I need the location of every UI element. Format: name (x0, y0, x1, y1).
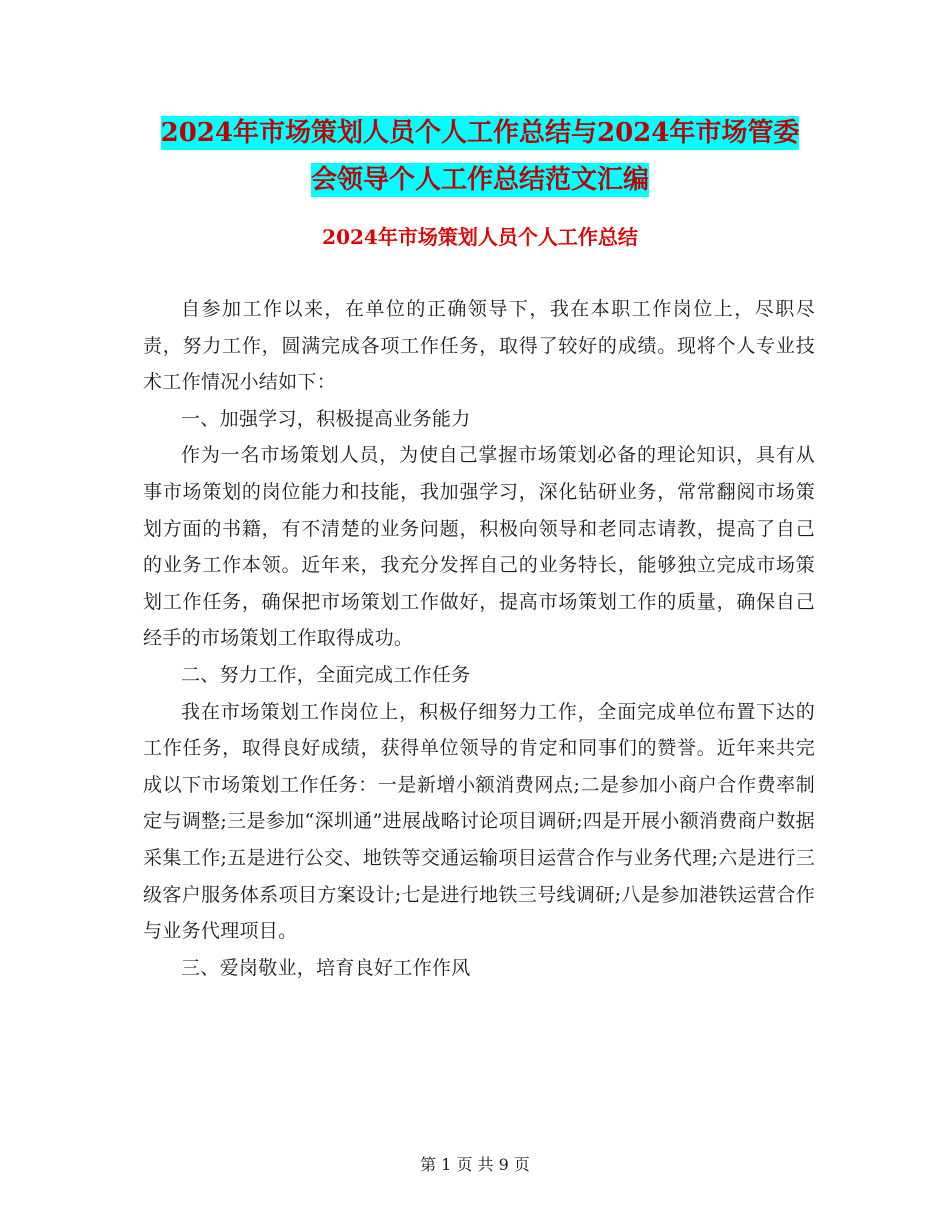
document-title-line-2: 会领导个人工作总结范文汇编 (310, 165, 649, 195)
paragraph-intro: 自参加工作以来，在单位的正确领导下，我在本职工作岗位上，尽职尽责，努力工作，圆满完成各项工作任务，取得了较好的成绩。现将个人专业技术工作情况小结如下： (143, 298, 815, 394)
paragraph-1: 作为一名市场策划人员，为使自己掌握市场策划必备的理论知识，具有从事市场策划的岗位能力和技能，我加强学习，深化钻研业务，常常翻阅市场策划方面的书籍，有不清楚的业务问题，积极向领导和老同志请教，提高了自己的业务工作本领。近年来，我充分发挥自己的业务特长，能够独立完成市场策划工作任务，确保把市场策划工作做好，提高市场策划工作的质量，确保自己经手的市场策划工作取得成功。 (143, 444, 815, 650)
section-title: 2024年市场策划人员个人工作总结 (322, 225, 638, 249)
heading-2: 二、努力工作，全面完成工作任务 (181, 663, 471, 686)
document-title-line-1: 2024年市场策划人员个人工作总结与2024年市场管委 (160, 118, 800, 148)
heading-1: 一、加强学习，积极提高业务能力 (181, 407, 471, 430)
page-footer: 第 1 页 共 9 页 (420, 1155, 530, 1174)
document-title (140, 110, 820, 204)
document-body (143, 291, 815, 986)
paragraph-2: 我在市场策划工作岗位上，积极仔细努力工作，全面完成单位布置下达的工作任务，取得良好成绩，获得单位领导的肯定和同事们的赞誉。近年来共完成以下市场策划工作任务：一是新增小额消费网点;二是参加小商户合作费率制定与调整;三是参加“深圳通”进展战略讨论项目调研;四是开展小额消费商户数据采集工作;五是进行公交、地铁等交通运输项目运营合作与业务代理;六是进行三级客户服务体系项目方案设计;七是进行地铁三号线调研;八是参加港铁运营合作与业务代理项目。 (143, 700, 815, 943)
heading-3: 三、爱岗敬业，培育良好工作作风 (181, 956, 471, 979)
